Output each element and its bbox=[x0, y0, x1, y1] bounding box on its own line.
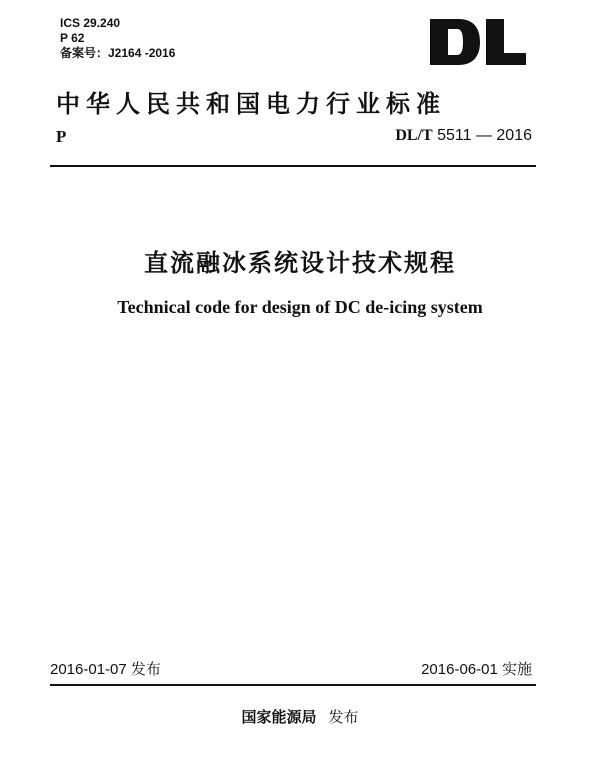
publisher-line bbox=[0, 706, 600, 727]
standard-code-number: 5511 — 2016 bbox=[437, 127, 532, 144]
document-title-cn: 直流融冰系统设计技术规程 bbox=[144, 249, 456, 277]
standard-code bbox=[395, 127, 532, 145]
issue-date: 2016-01-07 发布 bbox=[50, 661, 161, 678]
category-code: P 62 bbox=[60, 31, 85, 45]
bottom-divider bbox=[50, 684, 536, 686]
dl-logo bbox=[428, 17, 528, 67]
implementation-date: 2016-06-01 实施 bbox=[421, 661, 532, 678]
filing-number: 备案号：J2164 -2016 bbox=[60, 46, 176, 60]
meta-block bbox=[60, 16, 175, 61]
standard-code-prefix: DL/T bbox=[395, 127, 433, 144]
document-title-en: Technical code for design of DC de-icing system bbox=[117, 297, 483, 317]
top-divider bbox=[50, 165, 536, 167]
category-letter: P bbox=[56, 127, 67, 146]
publisher-organization: 国家能源局 bbox=[241, 708, 317, 726]
publisher-action: 发布 bbox=[328, 708, 359, 726]
standard-type-title: 中华人民共和国电力行业标准 bbox=[56, 89, 446, 118]
ics-code: ICS 29.240 bbox=[60, 16, 121, 30]
